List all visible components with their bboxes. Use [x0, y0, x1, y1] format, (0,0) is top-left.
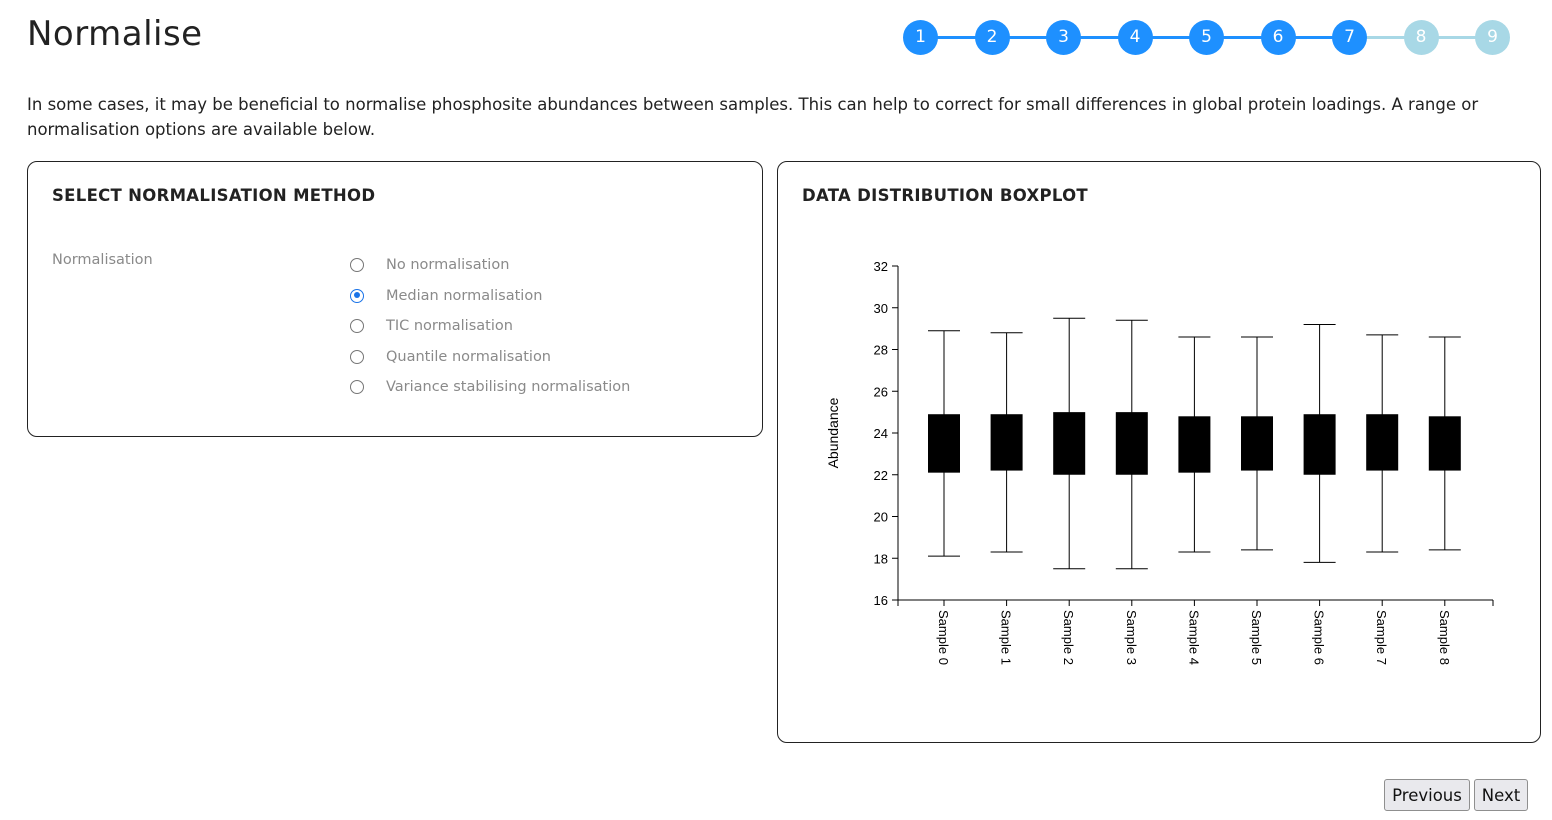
normalisation-card-title: SELECT NORMALISATION METHOD [52, 186, 376, 205]
boxplot-box [1053, 412, 1085, 475]
intro-text: In some cases, it may be beneficial to normalise phosphosite abundances between samples. This can help to correct for small differences in global protein loadings. A range or normalisation options are available below. [27, 95, 1479, 139]
x-tick-label: Sample 6 [1311, 610, 1327, 665]
y-tick-label: 16 [873, 593, 888, 608]
boxplot-box [1429, 416, 1461, 470]
progress-stepper [903, 20, 1510, 55]
step-4[interactable]: 4 [1118, 20, 1153, 55]
boxplot-box [1304, 414, 1336, 475]
x-tick-label: Sample 3 [1123, 610, 1139, 665]
boxplot-chart [778, 162, 1542, 744]
x-tick-label: Sample 0 [936, 610, 951, 665]
boxplot-box [991, 414, 1023, 470]
y-axis-title: Abundance [825, 397, 841, 469]
y-tick-label: 26 [873, 384, 888, 400]
step-2[interactable]: 2 [975, 20, 1010, 55]
radio-option-variance-stabilising-normalisation[interactable] [348, 372, 630, 403]
x-tick-label: Sample 8 [1436, 610, 1452, 665]
radio-button[interactable] [350, 258, 364, 272]
radio-label: Median normalisation [386, 287, 543, 304]
radio-option-no-normalisation[interactable] [348, 250, 630, 281]
radio-option-tic-normalisation[interactable] [348, 311, 630, 342]
step-5[interactable]: 5 [1189, 20, 1224, 55]
y-tick-label: 32 [873, 259, 888, 274]
step-6[interactable]: 6 [1261, 20, 1296, 55]
y-tick-label: 22 [873, 467, 888, 483]
boxplot-box [1366, 414, 1398, 470]
radio-option-quantile-normalisation[interactable] [348, 342, 630, 373]
x-tick-label: Sample 4 [1186, 610, 1202, 665]
radio-button[interactable] [350, 319, 364, 333]
x-tick-label: Sample 1 [998, 610, 1014, 665]
boxplot-card [777, 161, 1541, 743]
step-1[interactable]: 1 [903, 20, 938, 55]
radio-option-median-normalisation[interactable] [348, 281, 630, 312]
radio-button[interactable] [350, 350, 364, 364]
boxplot-box [1116, 412, 1148, 475]
boxplot-card-title: DATA DISTRIBUTION BOXPLOT [802, 186, 1088, 205]
radio-label: Quantile normalisation [386, 348, 552, 365]
y-tick-label: 30 [873, 300, 888, 316]
radio-button[interactable] [350, 380, 364, 394]
step-9[interactable]: 9 [1475, 20, 1510, 55]
normalisation-field-label: Normalisation [52, 252, 153, 268]
normalisation-card [27, 161, 763, 437]
x-tick-label: Sample 2 [1061, 610, 1077, 665]
x-tick-label: Sample 7 [1374, 610, 1390, 665]
radio-label: No normalisation [386, 257, 510, 274]
next-button[interactable]: Next [1474, 779, 1528, 811]
page-title: Normalise [27, 14, 203, 54]
boxplot-box [1241, 416, 1273, 470]
normalisation-radio-group [348, 250, 630, 403]
boxplot-box [928, 414, 960, 472]
step-7[interactable]: 7 [1332, 20, 1367, 55]
radio-button[interactable] [350, 289, 364, 303]
previous-button[interactable]: Previous [1384, 779, 1470, 811]
radio-label: Variance stabilising normalisation [386, 379, 631, 396]
y-tick-label: 24 [873, 426, 888, 441]
step-8[interactable]: 8 [1404, 20, 1439, 55]
radio-label: TIC normalisation [386, 318, 513, 335]
x-tick-label: Sample 5 [1249, 610, 1264, 665]
boxplot-box [1178, 416, 1210, 472]
y-tick-label: 18 [873, 551, 888, 567]
step-3[interactable]: 3 [1046, 20, 1081, 55]
y-tick-label: 20 [873, 509, 888, 525]
y-tick-label: 28 [873, 342, 888, 358]
